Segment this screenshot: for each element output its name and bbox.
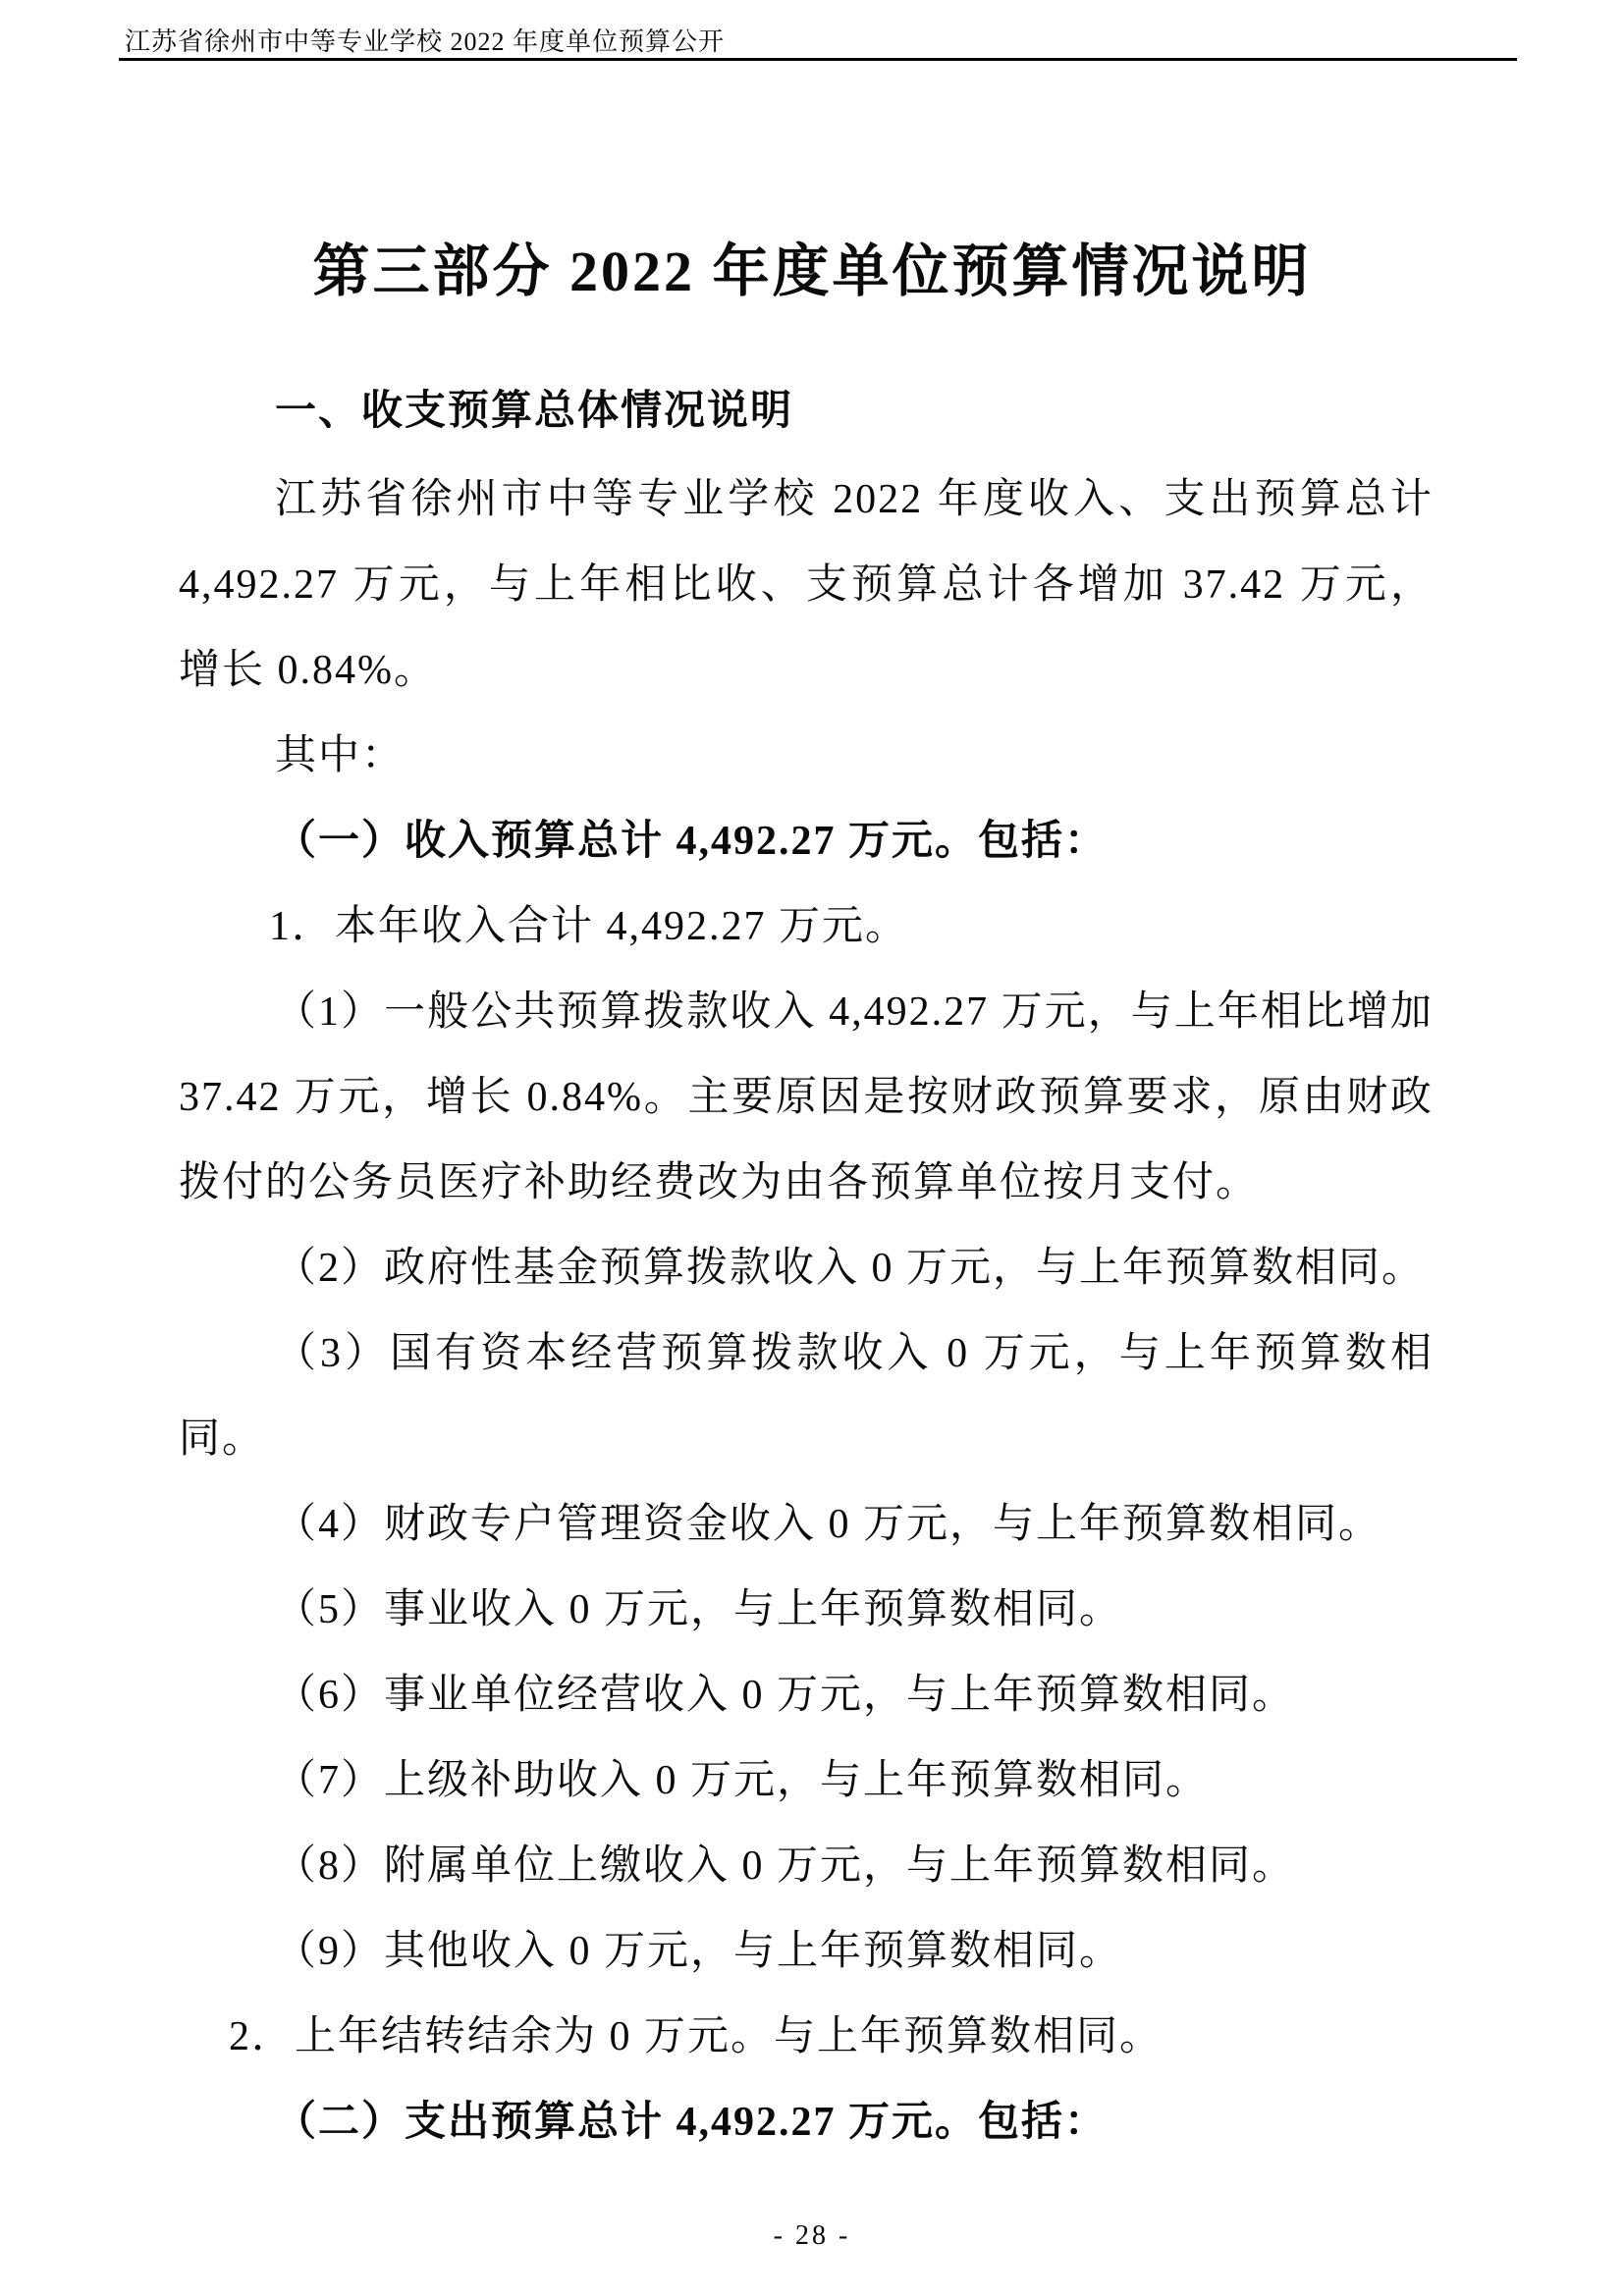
body-line: （9）其他收入 0 万元，与上年预算数相同。 [275,1929,1123,1974]
page-title: 第三部分 2022 年度单位预算情况说明 [312,240,1312,303]
body-line: 37.42 万元，增长 0.84%。主要原因是按财政预算要求，原由财政 [179,1075,1434,1120]
body-line: 其中： [275,733,406,778]
body-line: （二）支出预算总计 4,492.27 万元。包括： [275,2100,1109,2145]
body-line: （7）上级补助收入 0 万元，与上年预算数相同。 [275,1758,1210,1803]
body-line: （6）事业单位经营收入 0 万元，与上年预算数相同。 [275,1673,1296,1718]
body-line: 江苏省徐州市中等专业学校 2022 年度收入、支出预算总计 [275,477,1434,522]
header-divider [119,58,1517,61]
body-line: 增长 0.84%。 [179,648,437,693]
body-line: （1）一般公共预算拨款收入 4,492.27 万元，与上年相比增加 [275,989,1434,1035]
running-header: 江苏省徐州市中等专业学校 2022 年度单位预算公开 [125,27,726,56]
body-line: （一）收入预算总计 4,492.27 万元。包括： [275,819,1109,864]
body-line: （2）政府性基金预算拨款收入 0 万元，与上年预算数相同。 [275,1246,1426,1291]
body-line: （8）附属单位上缴收入 0 万元，与上年预算数相同。 [275,1843,1296,1889]
body-line: 2．上年结转结余为 0 万元。与上年预算数相同。 [229,2014,1164,2059]
body-line: 1．本年收入合计 4,492.27 万元。 [269,904,909,949]
body-line: （3）国有资本经营预算拨款收入 0 万元，与上年预算数相 [275,1331,1434,1376]
body-line: 同。 [179,1416,266,1462]
document-body [179,457,1434,2165]
page-number: - 28 - [773,2220,851,2251]
section-heading: 一、收支预算总体情况说明 [275,389,794,434]
body-line: 拨付的公务员医疗补助经费改为由各预算单位按月支付。 [179,1160,1260,1205]
body-line: 4,492.27 万元，与上年相比收、支预算总计各增加 37.42 万元， [179,562,1434,608]
body-line: （5）事业收入 0 万元，与上年预算数相同。 [275,1587,1123,1632]
body-line: （4）财政专户管理资金收入 0 万元，与上年预算数相同。 [275,1502,1382,1547]
